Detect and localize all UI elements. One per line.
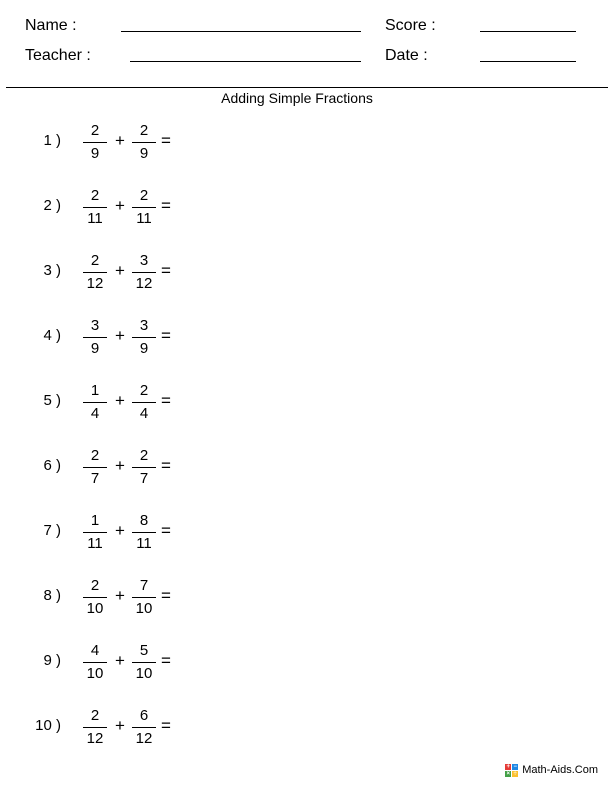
- fraction-b-numerator: 3: [139, 317, 149, 334]
- fraction-b: [131, 510, 157, 555]
- plus-sign: +: [115, 261, 125, 280]
- equals-sign: =: [161, 196, 171, 215]
- fraction-b-numerator: 6: [139, 707, 149, 724]
- fraction-a-denominator: 4: [90, 405, 100, 422]
- fraction-a-denominator: 7: [90, 470, 100, 487]
- problem-row: [0, 250, 200, 298]
- fraction-a: [82, 705, 108, 750]
- fraction-b-denominator: 4: [139, 405, 149, 422]
- fraction-a-numerator: 4: [90, 642, 100, 659]
- fraction-a-denominator: 12: [86, 730, 104, 747]
- logo-plus-icon: +: [506, 763, 510, 770]
- fraction-a: [82, 120, 108, 165]
- fraction-b-denominator: 12: [135, 275, 153, 292]
- math-aids-logo-icon: [505, 764, 518, 777]
- teacher-label: Teacher :: [25, 47, 91, 64]
- fraction-a: [82, 315, 108, 360]
- fraction-b-numerator: 5: [139, 642, 149, 659]
- logo-divide-icon: ÷: [513, 770, 517, 777]
- problem-row: [0, 120, 200, 168]
- logo-times-icon: ×: [506, 770, 510, 777]
- problem-number: 9 ): [43, 652, 61, 669]
- plus-sign: +: [115, 131, 125, 150]
- fraction-a-numerator: 2: [90, 447, 100, 464]
- plus-sign: +: [115, 521, 125, 540]
- fraction-a: [82, 510, 108, 555]
- fraction-b: [131, 445, 157, 490]
- plus-sign: +: [115, 586, 125, 605]
- score-field-line[interactable]: [480, 31, 576, 32]
- plus-sign: +: [115, 716, 125, 735]
- fraction-b-numerator: 2: [139, 122, 149, 139]
- fraction-a: [82, 445, 108, 490]
- fraction-b-denominator: 7: [139, 470, 149, 487]
- problem-number: 7 ): [43, 522, 61, 539]
- fraction-b-numerator: 2: [139, 447, 149, 464]
- worksheet-title: Adding Simple Fractions: [221, 90, 373, 106]
- problem-number: 8 ): [43, 587, 61, 604]
- fraction-b-denominator: 10: [135, 665, 153, 682]
- fraction-a-numerator: 2: [90, 707, 100, 724]
- fraction-a-denominator: 9: [90, 340, 100, 357]
- problem-number: 3 ): [43, 262, 61, 279]
- fraction-a: [82, 575, 108, 620]
- fraction-a-numerator: 2: [90, 187, 100, 204]
- fraction-b: [131, 250, 157, 295]
- date-field-line[interactable]: [480, 61, 576, 62]
- equals-sign: =: [161, 586, 171, 605]
- problem-number: 1 ): [43, 132, 61, 149]
- teacher-field-line[interactable]: [130, 61, 361, 62]
- problem-row: [0, 705, 200, 753]
- problem-number: 4 ): [43, 327, 61, 344]
- fraction-a-numerator: 2: [90, 252, 100, 269]
- plus-sign: +: [115, 326, 125, 345]
- problem-number: 2 ): [43, 197, 61, 214]
- name-label: Name :: [25, 17, 77, 34]
- fraction-b: [131, 120, 157, 165]
- problem-number: 6 ): [43, 457, 61, 474]
- plus-sign: +: [115, 651, 125, 670]
- fraction-a-denominator: 11: [87, 210, 103, 227]
- equals-sign: =: [161, 521, 171, 540]
- fraction-a: [82, 250, 108, 295]
- logo-minus-icon: −: [513, 763, 517, 770]
- fraction-b-numerator: 7: [139, 577, 149, 594]
- fraction-a-numerator: 2: [90, 577, 100, 594]
- score-label: Score :: [385, 17, 436, 34]
- fraction-a-numerator: 3: [90, 317, 100, 334]
- name-field-line[interactable]: [121, 31, 361, 32]
- fraction-b: [131, 185, 157, 230]
- problem-number: 5 ): [43, 392, 61, 409]
- equals-sign: =: [161, 326, 171, 345]
- fraction-a-numerator: 2: [90, 122, 100, 139]
- brand-text: Math-Aids.Com: [522, 764, 598, 776]
- fraction-b: [131, 315, 157, 360]
- equals-sign: =: [161, 651, 171, 670]
- date-label: Date :: [385, 47, 428, 64]
- problem-row: [0, 640, 200, 688]
- problem-row: [0, 185, 200, 233]
- fraction-b-numerator: 2: [139, 187, 149, 204]
- plus-sign: +: [115, 456, 125, 475]
- fraction-b: [131, 575, 157, 620]
- fraction-a-denominator: 10: [86, 600, 104, 617]
- equals-sign: =: [161, 131, 171, 150]
- fraction-a-denominator: 10: [86, 665, 104, 682]
- problem-row: [0, 575, 200, 623]
- fraction-b-numerator: 3: [139, 252, 149, 269]
- plus-sign: +: [115, 391, 125, 410]
- header-divider: [6, 87, 608, 88]
- fraction-b-denominator: 11: [136, 535, 152, 552]
- problem-number: 10 ): [35, 717, 61, 734]
- fraction-b-denominator: 10: [135, 600, 153, 617]
- equals-sign: =: [161, 456, 171, 475]
- problem-row: [0, 510, 200, 558]
- fraction-b-denominator: 11: [136, 210, 152, 227]
- fraction-b-denominator: 12: [135, 730, 153, 747]
- fraction-a: [82, 380, 108, 425]
- problem-row: [0, 380, 200, 428]
- fraction-b: [131, 640, 157, 685]
- fraction-a-numerator: 1: [90, 512, 100, 529]
- fraction-a-numerator: 1: [90, 382, 100, 399]
- fraction-b-numerator: 8: [139, 512, 149, 529]
- fraction-b-denominator: 9: [139, 145, 149, 162]
- footer-brand: [505, 763, 598, 777]
- fraction-a-denominator: 9: [90, 145, 100, 162]
- plus-sign: +: [115, 196, 125, 215]
- fraction-b: [131, 380, 157, 425]
- equals-sign: =: [161, 391, 171, 410]
- equals-sign: =: [161, 716, 171, 735]
- fraction-b: [131, 705, 157, 750]
- fraction-a: [82, 185, 108, 230]
- fraction-a-denominator: 12: [86, 275, 104, 292]
- fraction-a-denominator: 11: [87, 535, 103, 552]
- problem-row: [0, 315, 200, 363]
- fraction-b-numerator: 2: [139, 382, 149, 399]
- equals-sign: =: [161, 261, 171, 280]
- fraction-b-denominator: 9: [139, 340, 149, 357]
- problem-row: [0, 445, 200, 493]
- fraction-a: [82, 640, 108, 685]
